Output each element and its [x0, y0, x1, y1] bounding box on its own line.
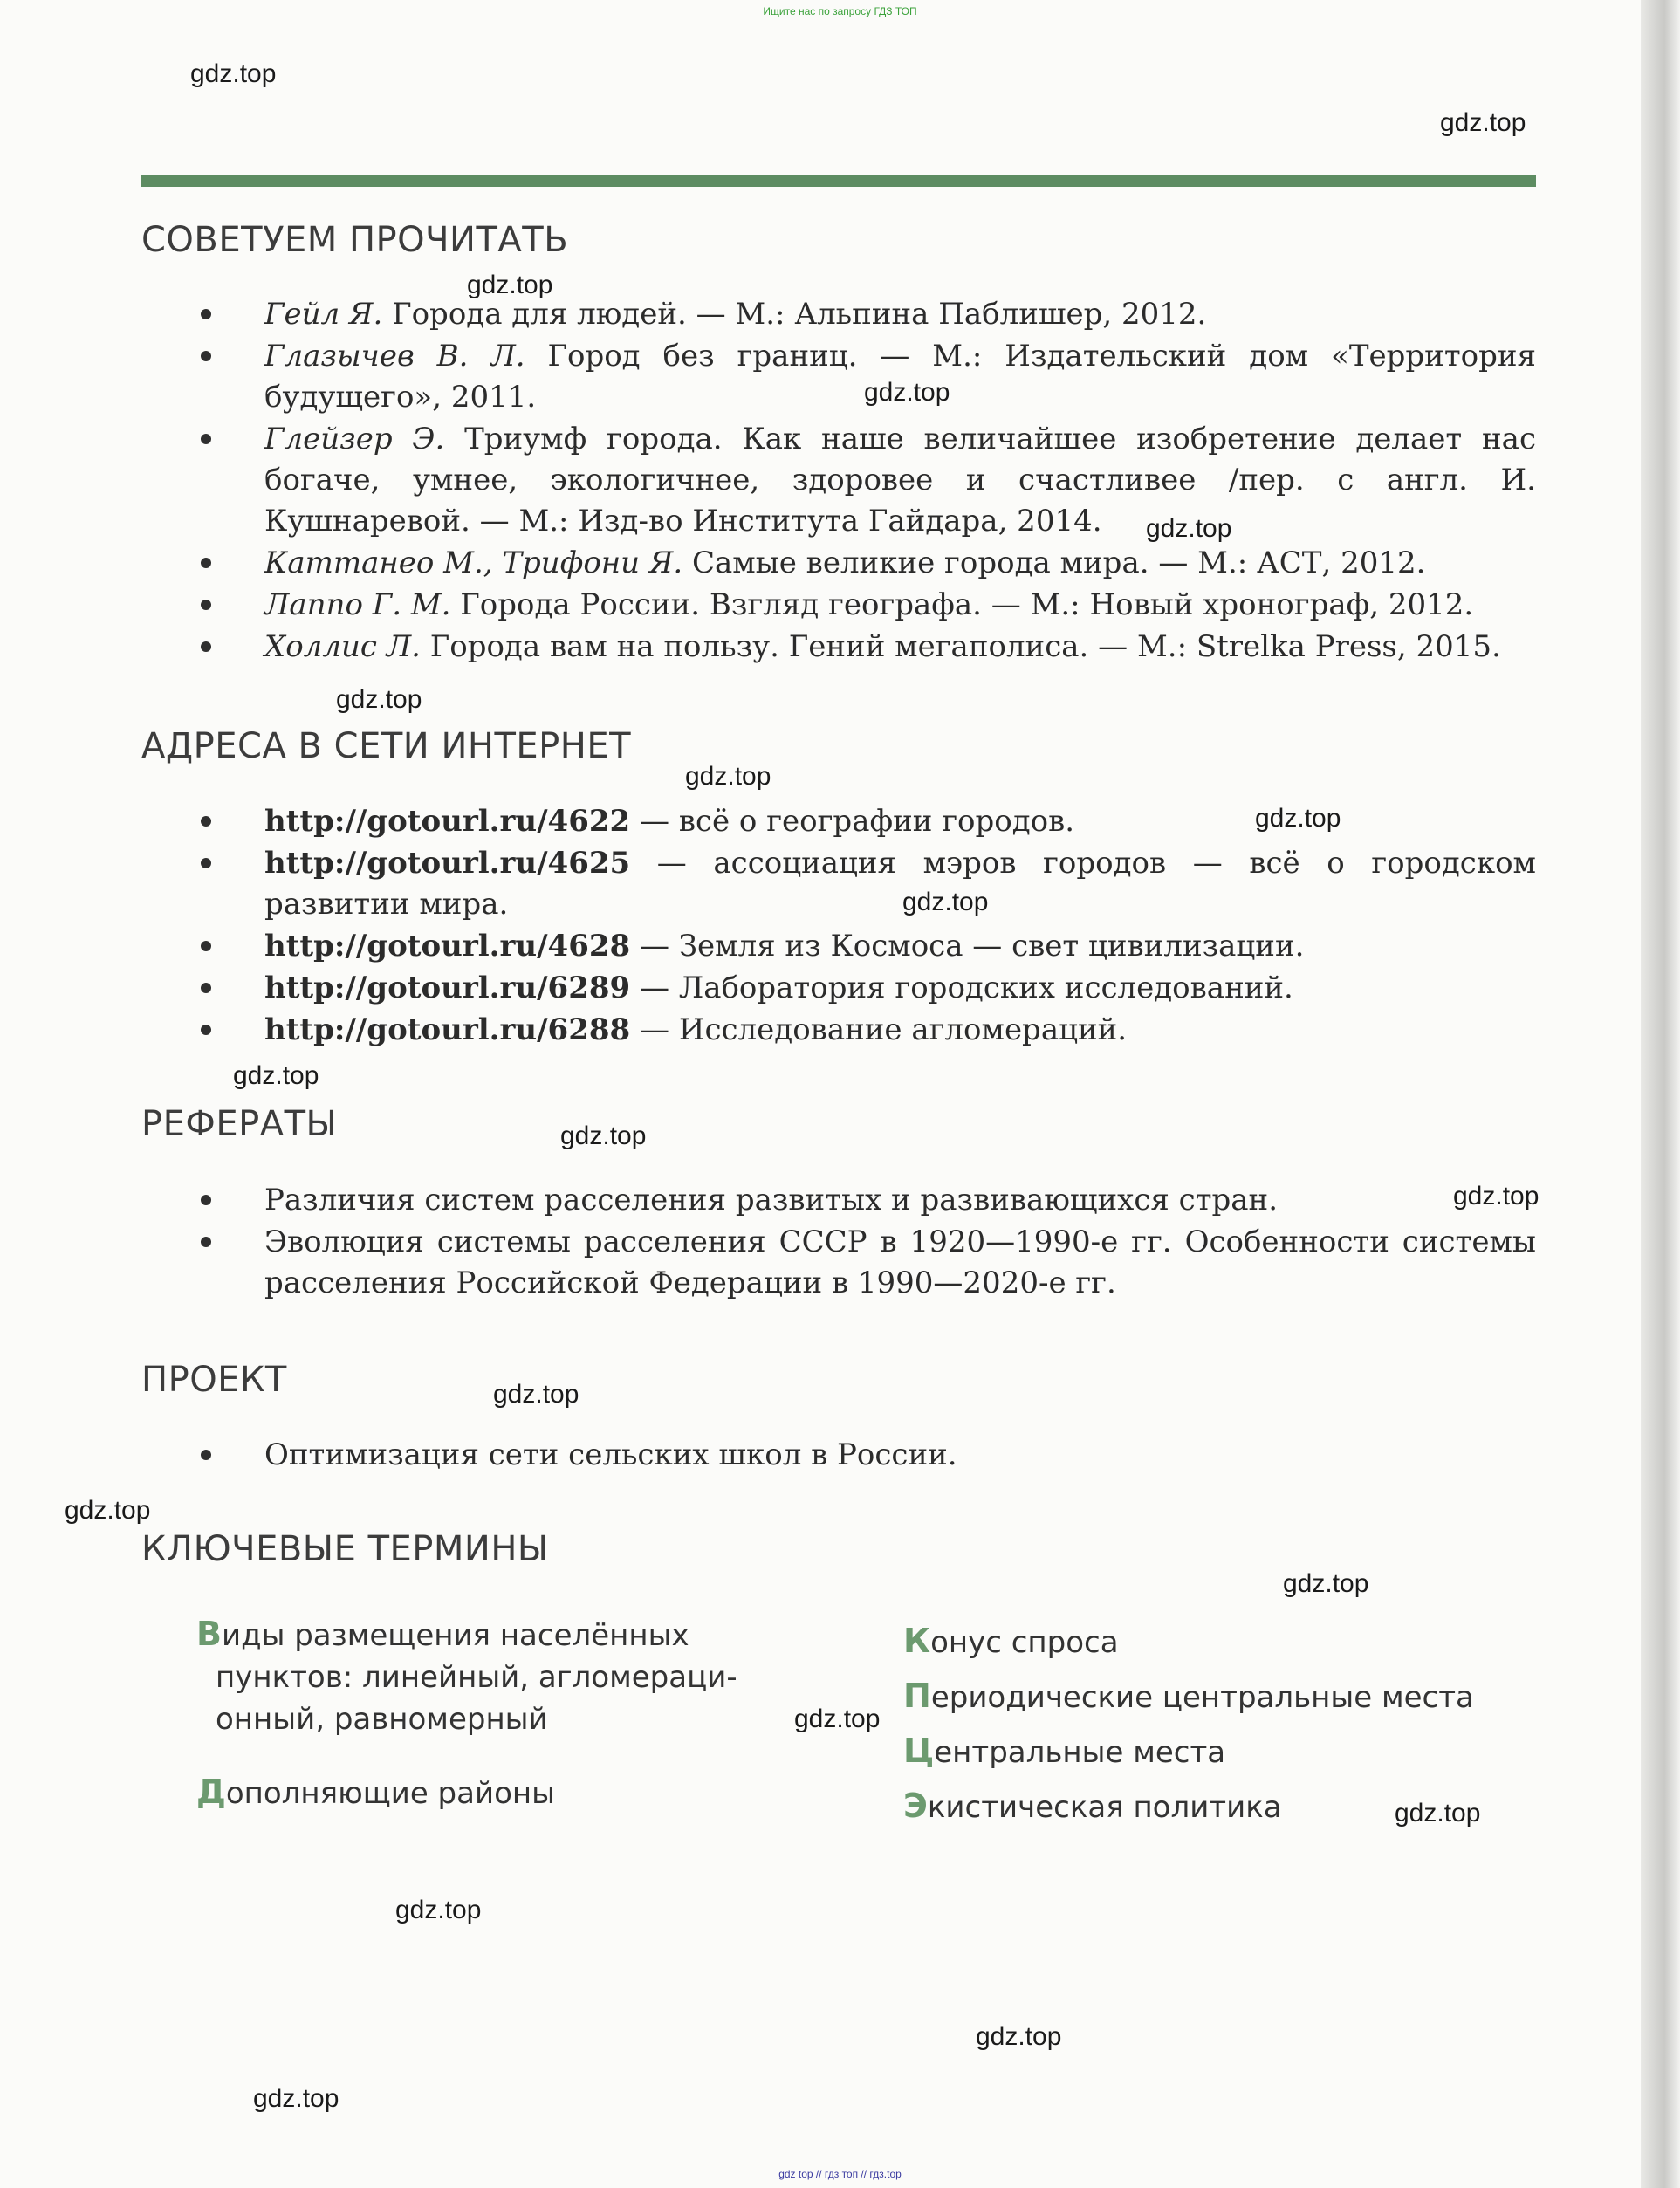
list-item: Лаппо Г. М. Города России. Взгляд географа. — М.: Новый хронограф, 2012. — [201, 585, 1536, 626]
term-item: Экистическая политика — [903, 1787, 1282, 1825]
term-item: Дополняющие районы — [196, 1773, 555, 1811]
bullet-icon — [201, 1025, 211, 1035]
list-item: Гейл Я. Города для людей. — М.: Альпина Паблишер, 2012. — [201, 294, 1536, 335]
watermark: gdz.top — [1395, 1799, 1481, 1828]
bullet-icon — [201, 1450, 211, 1460]
list-item: Оптимизация сети сельских школ в России. — [201, 1435, 1536, 1476]
list-item: Эволюция системы расселения СССР в 1920—1990-е гг. Особенности системы расселения Российской Федерации в 1990—2020-е гг. — [201, 1222, 1536, 1304]
watermark: gdz.top — [1283, 1569, 1369, 1598]
internet-heading: АДРЕСА В СЕТИ ИНТЕРНЕТ — [141, 726, 632, 766]
bullet-icon — [201, 351, 211, 361]
page-edge — [1641, 0, 1680, 2188]
list-item: Глейзер Э. Триумф города. Как наше величайшее изобретение делает нас богаче, умнее, экологичнее, здоровее и счастливее /пер. с англ. И. Кушнаревой. — М.: Изд-во Института Гайдара, 2014. — [201, 419, 1536, 542]
essays-heading: РЕФЕРАТЫ — [141, 1104, 338, 1144]
essays-list — [201, 1180, 1536, 1305]
bullet-icon — [201, 641, 211, 652]
bullet-icon — [201, 558, 211, 568]
top-note: Ищите нас по запросу ГДЗ ТОП — [763, 5, 917, 17]
list-item: Каттанео М., Трифони Я. Самые великие города мира. — М.: АСТ, 2012. — [201, 543, 1536, 584]
internet-list — [201, 801, 1536, 1052]
watermark: gdz.top — [190, 59, 277, 88]
watermark: gdz.top — [395, 1896, 482, 1924]
terms-heading: КЛЮЧЕВЫЕ ТЕРМИНЫ — [141, 1529, 549, 1569]
bullet-icon — [201, 434, 211, 444]
list-item: http://gotourl.ru/4622 — всё о географии городов. — [201, 801, 1536, 842]
list-item: http://gotourl.ru/6289 — Лаборатория городских исследований. — [201, 968, 1536, 1009]
list-item: http://gotourl.ru/6288 — Исследование агломераций. — [201, 1010, 1536, 1051]
watermark: gdz.top — [336, 685, 422, 714]
list-item: Холлис Л. Города вам на пользу. Гений мегаполиса. — М.: Strelka Press, 2015. — [201, 627, 1536, 668]
term-item: Центральные места — [903, 1732, 1226, 1770]
watermark: gdz.top — [65, 1496, 151, 1525]
watermark: gdz.top — [1146, 514, 1232, 543]
bullet-icon — [201, 309, 211, 319]
watermark: gdz.top — [560, 1121, 647, 1150]
bullet-icon — [201, 941, 211, 951]
watermark: gdz.top — [976, 2022, 1062, 2051]
watermark: gdz.top — [902, 888, 989, 916]
watermark: gdz.top — [1453, 1182, 1539, 1211]
watermark: gdz.top — [1255, 804, 1341, 833]
term-item: Виды размещения населённых пунктов: линейный, агломераци- онный, равномерный — [196, 1615, 737, 1737]
watermark: gdz.top — [864, 378, 950, 407]
link[interactable]: http://gotourl.ru/4628 — [264, 929, 631, 964]
bullet-icon — [201, 858, 211, 868]
watermark: gdz.top — [233, 1061, 319, 1090]
terms-right — [903, 1615, 1474, 1835]
term-item: Периодические центральные места — [903, 1677, 1474, 1715]
bullet-icon — [201, 983, 211, 993]
bullet-icon — [201, 600, 211, 610]
project-heading: ПРОЕКТ — [141, 1360, 287, 1400]
watermark: gdz.top — [467, 271, 553, 299]
project-list — [201, 1435, 1536, 1477]
bullet-icon — [201, 1237, 211, 1247]
bullet-icon — [201, 1195, 211, 1205]
link[interactable]: http://gotourl.ru/6288 — [264, 1012, 631, 1047]
watermark: gdz.top — [493, 1380, 579, 1409]
link[interactable]: http://gotourl.ru/4625 — [264, 846, 631, 881]
list-item: http://gotourl.ru/4628 — Земля из Космоса — свет цивилизации. — [201, 926, 1536, 967]
terms-left — [196, 1613, 737, 1814]
watermark: gdz.top — [253, 2084, 339, 2113]
link[interactable]: http://gotourl.ru/6289 — [264, 971, 631, 1005]
reading-heading: СОВЕТУЕМ ПРОЧИТАТЬ — [141, 220, 569, 260]
list-item: Различия систем расселения развитых и развивающихся стран. — [201, 1180, 1536, 1221]
watermark: gdz.top — [1440, 108, 1526, 137]
reading-list — [201, 294, 1536, 669]
term-item: Конус спроса — [903, 1622, 1119, 1660]
link[interactable]: http://gotourl.ru/4622 — [264, 804, 631, 839]
list-item: Глазычев В. Л. Город без границ. — М.: Издательский дом «Территория будущего», 2011. — [201, 336, 1536, 418]
bullet-icon — [201, 816, 211, 827]
watermark: gdz.top — [794, 1704, 881, 1733]
watermark: gdz.top — [685, 762, 771, 791]
bottom-note: gdz top // гдз топ // гдз.top — [778, 2168, 902, 2180]
list-item: http://gotourl.ru/4625 — ассоциация мэров городов — всё о городском развитии мира. — [201, 843, 1536, 925]
section-divider — [141, 175, 1536, 187]
